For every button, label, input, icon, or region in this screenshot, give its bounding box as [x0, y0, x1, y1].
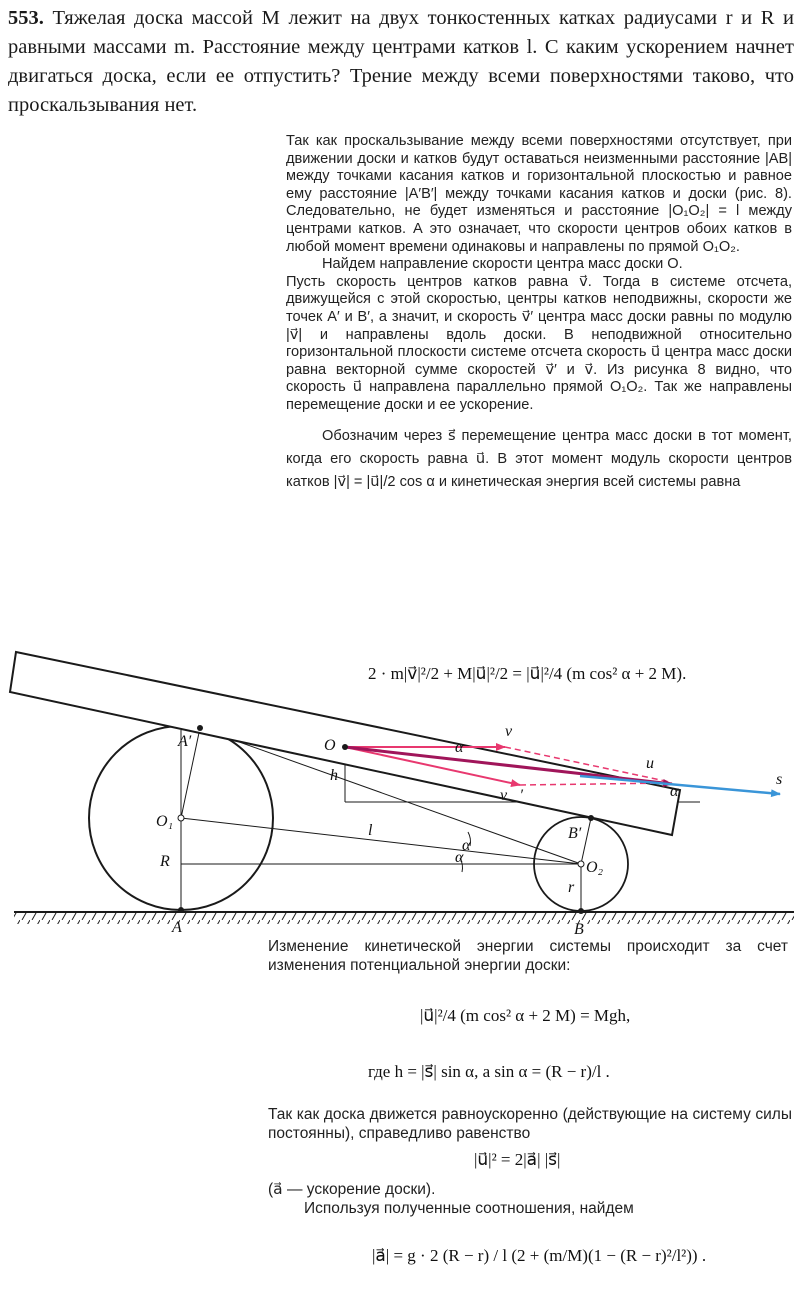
equation-energy-balance: |u⃗|²/4 (m cos² α + 2 M) = Mgh, [420, 1006, 631, 1025]
point-o2 [578, 861, 584, 867]
ground-hatching [14, 912, 794, 924]
solution-paragraph-1: Так как проскальзывание между всеми поверхностями отсутствует, при движении доски и катков будут оставаться неизменными расстояние |AB| между точками касания катков и горизонтальной плоскостью и равное ему расстояние |A′B′| между точками касания катков и доски (рис. 8). Следовательно, не будет изменяться и расстояние |O₁O₂| = l между центрами катков. А это означает, что скорости центров обоих катков в любой момент времени одинаковы и направлены по прямой O₁O₂. [286, 133, 792, 255]
point-b-prime [588, 815, 594, 821]
label-a: A [172, 919, 182, 936]
point-o1 [178, 815, 184, 821]
label-l: l [368, 822, 373, 839]
solution-paragraph-3: Пусть скорость центров катков равна v⃗. Тогда в системе отсчета, движущейся с этой скоростью, центры катков неподвижны, скорости же точек A′ и B′, а значит, и скорость v⃗′ центра масс доски равны по модулю |v⃗| и направлены вдоль доски. В неподвижной относительно горизонтальной плоскости системе отсчета скорость u⃗ центра масс доски равна векторной сумме скоростей v⃗′ и v⃗. Из рисунка 8 видно, что скорость u⃗ направлена параллельно прямой O₁O₂. Так же направлены перемещение доски и ее ускорение. [286, 273, 792, 413]
label-r-small: r [568, 879, 575, 896]
solution-paragraph-2: Найдем направление скорости центра масс доски O. [322, 256, 683, 273]
solution-paragraph-4: Обозначим через s⃗ перемещение центра масс доски в тот момент, когда его скорость равна u⃗. В этот момент модуль скорости центров катков |v⃗| = |u⃗|/2 cos α и кинетическая энергия всей системы равна [286, 427, 792, 490]
label-u: u⃗ [646, 755, 667, 772]
solution-upper [286, 133, 792, 494]
solution-paragraph-7: (a⃗ — ускорение доски). [268, 1181, 436, 1198]
label-o: O [324, 737, 336, 754]
solution-paragraph-5: Изменение кинетической энергии системы происходит за счет изменения потенциальной энергии доски: [268, 938, 788, 974]
solution-paragraph-6: Так как доска движется равноускоренно (действующие на систему силы постоянны), справедливо равенство [268, 1106, 792, 1142]
problem-text: Тяжелая доска массой M лежит на двух тонкостенных катках радиусами r и R и равными массами m. Расстояние между центрами катков l. С каким ускорением начнет двигаться доска, если ее отпустить? Трение между всеми поверхностями таково, что проскальзывания нет. [8, 7, 795, 116]
problem-number: 553. [8, 7, 44, 29]
label-v-prime: v⃗′ [500, 787, 524, 804]
label-alpha-1: α [462, 837, 471, 854]
problem-statement [8, 4, 794, 120]
label-o1: O₁ [156, 813, 174, 830]
figure-8 [0, 640, 803, 945]
label-alpha-3: α [455, 739, 464, 756]
label-h: h [330, 767, 338, 784]
point-b [578, 908, 584, 914]
equation-u-squared: |u⃗|² = 2|a⃗| |s⃗| [474, 1150, 561, 1169]
point-a-prime [197, 725, 203, 731]
label-s: s⃗ [776, 771, 795, 788]
label-o2: O₂ [586, 859, 604, 876]
label-alpha-4: α [670, 783, 679, 800]
board [10, 652, 680, 835]
equation-final-acceleration: |a⃗| = g · 2 (R − r) / l (2 + (m/M)(1 − (R − r)²/l²)) . [372, 1246, 707, 1265]
point-a [178, 907, 184, 913]
label-b-prime: B′ [568, 825, 582, 842]
label-r-large: R [160, 853, 170, 870]
label-b: B [574, 921, 584, 938]
point-o [342, 744, 348, 750]
equation-h-sin: где h = |s⃗| sin α, а sin α = (R − r)/l . [368, 1062, 610, 1081]
label-a-prime: A′ [178, 733, 192, 750]
label-v: v⃗ [505, 723, 525, 740]
solution-paragraph-8: Используя полученные соотношения, найдем [304, 1200, 634, 1217]
equation-kinetic-energy: 2 · m|v⃗|²/2 + M|u⃗|²/2 = |u⃗|²/4 (m cos² α + 2 M). [368, 664, 687, 683]
label-alpha-2: α [455, 849, 464, 866]
